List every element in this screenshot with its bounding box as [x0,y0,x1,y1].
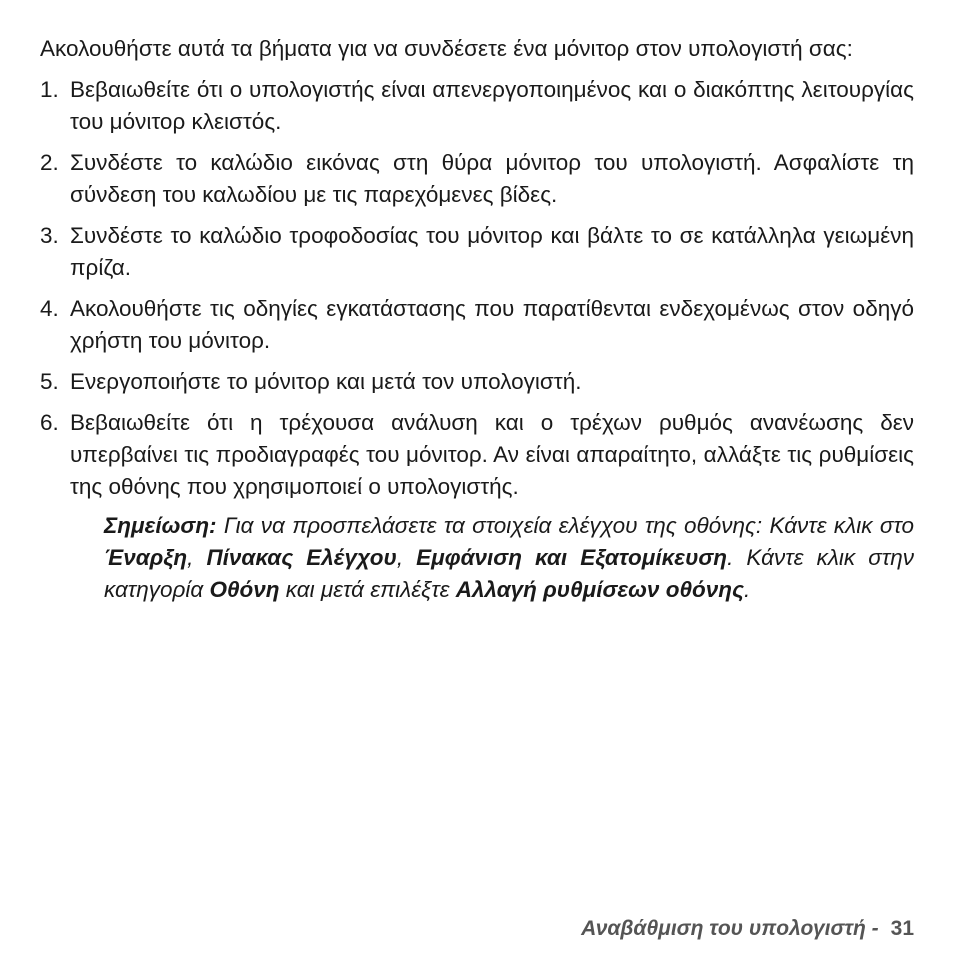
change-display-settings-term: Αλλαγή ρυθμίσεων οθόνης [455,577,744,602]
steps-list [40,74,914,503]
note-paragraph [104,510,914,606]
list-item [40,407,914,503]
note-separator: , [187,545,207,570]
step-number: 1. [40,77,59,102]
intro-paragraph: Ακολουθήστε αυτά τα βήματα για να συνδέσετε ένα μόνιτορ στον υπολογιστή σας: [40,36,853,61]
document-body [40,33,914,606]
note-text: . Κάντε κλικ στην κατηγορία [104,545,914,602]
note-separator: , [396,545,417,570]
step-number: 5. [40,369,59,394]
control-panel-term: Πίνακας Ελέγχου [206,545,397,570]
list-item [40,147,914,211]
page-footer [581,915,914,943]
list-item [40,220,914,284]
step-text: Ενεργοποιήστε το μόνιτορ και μετά τον υπολογιστή. [70,369,582,394]
step-text: Συνδέστε το καλώδιο τροφοδοσίας του μόνιτορ και βάλτε το σε κατάλληλα γειωμένη πρίζα. [70,223,914,280]
display-term: Οθόνη [209,577,280,602]
start-menu-term: Έναρξη [104,545,188,570]
step-number: 6. [40,410,59,435]
step-text: Βεβαιωθείτε ότι ο υπολογιστής είναι απενεργοποιημένος και ο διακόπτης λειτουργίας του μόνιτορ κλειστός. [70,77,914,134]
note-label: Σημείωση: [104,513,217,538]
note-text: Για να προσπελάσετε τα στοιχεία ελέγχου της οθόνης: Κάντε κλικ στο [216,513,914,538]
list-item [40,74,914,138]
step-text: Βεβαιωθείτε ότι η τρέχουσα ανάλυση και ο τρέχων ρυθμός ανανέωσης δεν υπερβαίνει τις προδιαγραφές του μόνιτορ. Αν είναι απαραίτητο, αλλάξτε τις ρυθμίσεις της οθόνης που χρησιμοποιεί ο υπολογιστής. [70,410,914,499]
step-number: 2. [40,150,59,175]
page-number: 31 [890,917,914,940]
step-number: 4. [40,296,59,321]
note-end: . [743,577,751,602]
appearance-term: Εμφάνιση και Εξατομίκευση [416,545,728,570]
note-text: και μετά επιλέξτε [279,577,456,602]
step-number: 3. [40,223,59,248]
list-item [40,366,914,398]
footer-section-title: Αναβάθμιση του υπολογιστή - [581,917,879,940]
list-item [40,293,914,357]
step-text: Συνδέστε το καλώδιο εικόνας στη θύρα μόνιτορ του υπολογιστή. Ασφαλίστε τη σύνδεση του καλωδίου με τις παρεχόμενες βίδες. [70,150,914,207]
step-text: Ακολουθήστε τις οδηγίες εγκατάστασης που παρατίθενται ενδεχομένως στον οδηγό χρήστη του μόνιτορ. [70,296,914,353]
